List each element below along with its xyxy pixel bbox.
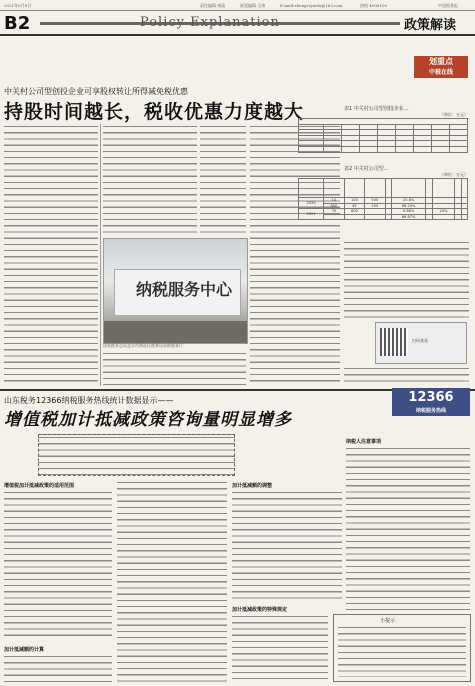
qr-caption: 扫码查看 bbox=[412, 338, 428, 343]
article2-column-1 bbox=[4, 490, 112, 640]
table1-unit: （单位：万元） bbox=[440, 112, 468, 117]
article1-headline: 持股时间越长，税收优惠力度越大 bbox=[4, 101, 305, 123]
article2-column-2 bbox=[117, 480, 227, 682]
table-cell: 66.87% bbox=[391, 214, 426, 220]
article2-intro-box bbox=[38, 434, 235, 476]
table-cell: 10 bbox=[324, 198, 344, 204]
stamp-sublabel: 中税在线 bbox=[428, 69, 453, 76]
table1 bbox=[298, 118, 468, 153]
table-cell: 0.66% bbox=[391, 209, 426, 215]
table-cell: 800 bbox=[324, 203, 344, 209]
table-cell: 70 bbox=[324, 209, 344, 215]
issue-date: 2021年5月8日 bbox=[4, 3, 32, 8]
logo-subtitle: 纳税服务热线 bbox=[415, 408, 446, 414]
article1-column-4 bbox=[250, 124, 340, 386]
section-title: 政策解读 bbox=[404, 18, 457, 33]
ground bbox=[104, 321, 247, 343]
article2-subhead-2: 加计抵减额的计算 bbox=[4, 647, 45, 653]
article1-column-3-top bbox=[200, 124, 246, 236]
table-cell: 100 bbox=[344, 198, 364, 204]
article2-subhead-1: 增值税加计抵减政策的适用范围 bbox=[4, 483, 75, 489]
table-cell: 25% bbox=[432, 209, 455, 215]
article2-column-3 bbox=[232, 490, 342, 600]
table2 bbox=[298, 178, 468, 220]
article1-column-2 bbox=[103, 124, 197, 236]
article2-column-3-bottom bbox=[232, 614, 328, 682]
article2-subhead-4: 加计抵减政策的特殊规定 bbox=[232, 607, 288, 613]
table-cell: 45 bbox=[344, 203, 364, 209]
article1-column-1 bbox=[4, 124, 98, 386]
table2-unit: （单位：万元） bbox=[440, 172, 468, 177]
article1-kicker: 中关村公司型创投企业可享股权转让所得减免税优惠 bbox=[4, 87, 188, 96]
table2-year-2020: 2020 bbox=[299, 198, 324, 209]
table-cell: 500 bbox=[365, 198, 385, 204]
table-cell: 200 bbox=[365, 203, 385, 209]
tips-sidebox bbox=[333, 614, 471, 682]
logo-number: 12366 bbox=[408, 390, 454, 405]
hotline: 热线 4006100 bbox=[360, 3, 388, 8]
article1-column-5-bottom bbox=[344, 366, 469, 386]
table-cell: 20.8% bbox=[391, 198, 426, 204]
visual-editor-credit: 视觉编辑 王康 bbox=[240, 3, 266, 8]
photo-caption: 国家税务总局北京市海淀区税务局办税服务厅 bbox=[103, 343, 183, 348]
section-english-title: Policy Explanation bbox=[140, 15, 280, 30]
table-row bbox=[299, 179, 468, 198]
table-cell: 66.25% bbox=[391, 203, 426, 209]
table-cell: 600 bbox=[344, 209, 364, 215]
article1-column-5 bbox=[344, 240, 469, 320]
table-row bbox=[299, 214, 468, 220]
editor-credit: 责任编辑 康菡 bbox=[200, 3, 226, 8]
article1-column-2-bottom bbox=[103, 351, 246, 386]
service-hall-photo bbox=[103, 238, 248, 344]
qr-code-panel bbox=[375, 322, 467, 364]
key-points-stamp bbox=[414, 56, 468, 78]
masthead-strip bbox=[0, 0, 475, 11]
page-number: B2 bbox=[4, 13, 31, 34]
article2-subhead-5: 纳税人注意事项 bbox=[346, 439, 382, 445]
article2-subhead-3: 加计抵减额的调整 bbox=[232, 483, 273, 489]
table2-year-2021: 2021 bbox=[299, 209, 324, 220]
hotline-12366-logo bbox=[392, 388, 470, 416]
table-row bbox=[299, 146, 468, 152]
paper-name: 中国税务报 bbox=[438, 3, 458, 8]
table1-title: 表1 中关村公司型创投企业... bbox=[344, 106, 409, 112]
table2-title: 表2 中关村公司型... bbox=[344, 166, 389, 172]
contact-email: E-mail:zhengcejiedu@163.com bbox=[280, 3, 343, 8]
hall-sign: 纳税服务中心 bbox=[136, 280, 233, 299]
article2-column-1-bottom bbox=[4, 654, 112, 682]
article2-kicker: 山东税务12366纳税服务热线统计数据显示—— bbox=[4, 396, 174, 405]
stamp-label: 划重点 bbox=[429, 57, 453, 66]
article2-column-4 bbox=[346, 446, 470, 610]
article2-headline: 增值税加计抵减政策咨询量明显增多 bbox=[4, 410, 292, 430]
tips-title: 小提示 bbox=[380, 618, 396, 624]
column-divider bbox=[100, 124, 101, 386]
qr-code-icon[interactable] bbox=[380, 328, 408, 356]
tips-text bbox=[338, 625, 466, 677]
